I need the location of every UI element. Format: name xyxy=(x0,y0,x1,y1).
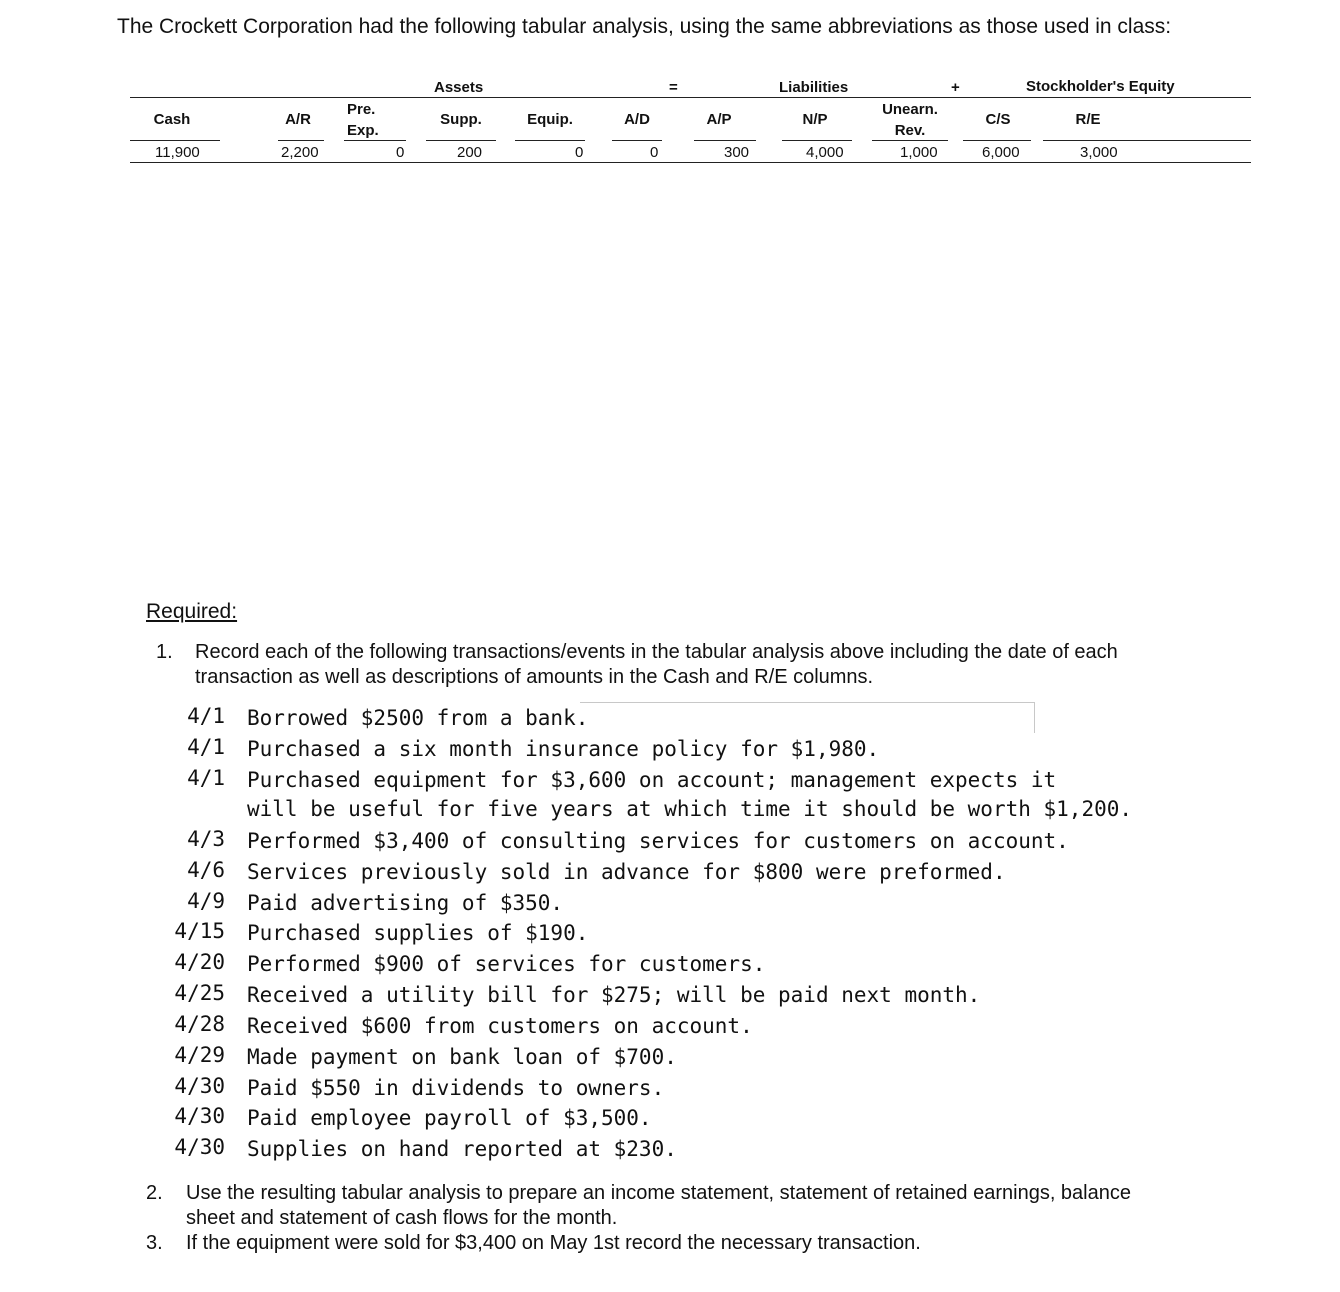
transaction-description: Performed $3,400 of consulting services for customers on account. xyxy=(247,829,1069,853)
transaction-date: 4/28 xyxy=(174,1012,225,1036)
underline-ad xyxy=(612,140,662,141)
col-pre-line2: Exp. xyxy=(347,122,379,139)
transaction-date: 4/29 xyxy=(174,1043,225,1067)
underline-unearn xyxy=(872,140,948,141)
bottom-rule xyxy=(130,162,1251,163)
group-plus: + xyxy=(951,79,960,96)
item3-line1: If the equipment were sold for $3,400 on May 1st record the necessary transaction. xyxy=(186,1232,921,1254)
item2-line1: Use the resulting tabular analysis to prepare an income statement, statement of retained earnings, balance xyxy=(186,1182,1131,1204)
underline-np xyxy=(782,140,852,141)
underline-ap xyxy=(694,140,756,141)
transaction-date: 4/20 xyxy=(174,950,225,974)
transaction-date: 4/30 xyxy=(174,1104,225,1128)
value-ar: 2,200 xyxy=(281,144,319,161)
underline-cs xyxy=(963,140,1031,141)
transaction-description: Supplies on hand reported at $230. xyxy=(247,1137,677,1161)
intro-text: The Crockett Corporation had the following tabular analysis, using the same abbreviations as those used in class: xyxy=(117,15,1172,38)
value-re: 3,000 xyxy=(1080,144,1118,161)
item2-line2: sheet and statement of cash flows for the month. xyxy=(186,1207,618,1229)
transaction-description: Performed $900 of services for customers. xyxy=(247,952,766,976)
underline-re xyxy=(1043,140,1251,141)
transaction-description: Purchased a six month insurance policy for $1,980. xyxy=(247,737,880,761)
col-re: R/E xyxy=(1075,111,1101,128)
transaction-date: 4/15 xyxy=(174,919,225,943)
underline-pre xyxy=(344,140,406,141)
value-ap: 300 xyxy=(724,144,750,161)
group-equity: Stockholder's Equity xyxy=(1026,78,1175,95)
value-cs: 6,000 xyxy=(982,144,1020,161)
group-equals: = xyxy=(669,79,678,96)
underline-cash xyxy=(130,140,220,141)
transaction-description: Received $600 from customers on account. xyxy=(247,1014,753,1038)
col-supp: Supp. xyxy=(440,111,482,128)
transaction-date: 4/25 xyxy=(174,981,225,1005)
col-equip: Equip. xyxy=(527,111,573,128)
value-unearn: 1,000 xyxy=(900,144,938,161)
col-ad: A/D xyxy=(624,111,650,128)
col-ap: A/P xyxy=(706,111,732,128)
header-rule xyxy=(130,97,1251,98)
value-cash: 11,900 xyxy=(155,144,200,161)
transaction-description: Purchased equipment for $3,600 on account; management expects it xyxy=(247,768,1057,792)
transaction-date: 4/9 xyxy=(187,889,225,913)
value-np: 4,000 xyxy=(806,144,844,161)
col-unearn-line2: Rev. xyxy=(894,122,926,139)
col-np: N/P xyxy=(802,111,828,128)
item1-line2: transaction as well as descriptions of amounts in the Cash and R/E columns. xyxy=(195,666,874,688)
box-border xyxy=(580,702,1035,733)
value-supp: 200 xyxy=(457,144,483,161)
item3-number: 3. xyxy=(146,1232,163,1254)
item2-number: 2. xyxy=(146,1182,163,1204)
underline-ar xyxy=(278,140,324,141)
required-heading: Required: xyxy=(146,600,238,623)
group-liabilities: Liabilities xyxy=(779,79,849,96)
item1-line1: Record each of the following transactions/events in the tabular analysis above including the date of each xyxy=(195,641,1118,663)
item1-number: 1. xyxy=(156,641,173,663)
value-ad: 0 xyxy=(650,144,659,161)
group-assets: Assets xyxy=(434,79,484,96)
col-cash: Cash xyxy=(153,111,191,128)
value-equip: 0 xyxy=(575,144,584,161)
transaction-description: Paid $550 in dividends to owners. xyxy=(247,1076,665,1100)
col-unearn-line1: Unearn. xyxy=(882,101,938,118)
value-pre: 0 xyxy=(396,144,405,161)
transaction-date: 4/1 xyxy=(187,735,225,759)
transaction-date: 4/3 xyxy=(187,827,225,851)
transaction-date: 4/1 xyxy=(187,766,225,790)
transaction-description: will be useful for five years at which time it should be worth $1,200. xyxy=(247,797,1133,821)
transaction-description: Services previously sold in advance for $800 were preformed. xyxy=(247,860,1006,884)
underline-supp xyxy=(426,140,496,141)
transaction-date: 4/30 xyxy=(174,1074,225,1098)
transaction-description: Borrowed $2500 from a bank. xyxy=(247,706,589,730)
transaction-description: Purchased supplies of $190. xyxy=(247,921,589,945)
transaction-description: Paid advertising of $350. xyxy=(247,891,564,915)
transaction-description: Paid employee payroll of $3,500. xyxy=(247,1106,652,1130)
col-cs: C/S xyxy=(985,111,1011,128)
transaction-description: Received a utility bill for $275; will be paid next month. xyxy=(247,983,981,1007)
underline-equip xyxy=(515,140,585,141)
col-pre-line1: Pre. xyxy=(347,101,376,118)
transaction-date: 4/1 xyxy=(187,704,225,728)
transaction-date: 4/6 xyxy=(187,858,225,882)
col-ar: A/R xyxy=(285,111,311,128)
transaction-date: 4/30 xyxy=(174,1135,225,1159)
transaction-description: Made payment on bank loan of $700. xyxy=(247,1045,677,1069)
